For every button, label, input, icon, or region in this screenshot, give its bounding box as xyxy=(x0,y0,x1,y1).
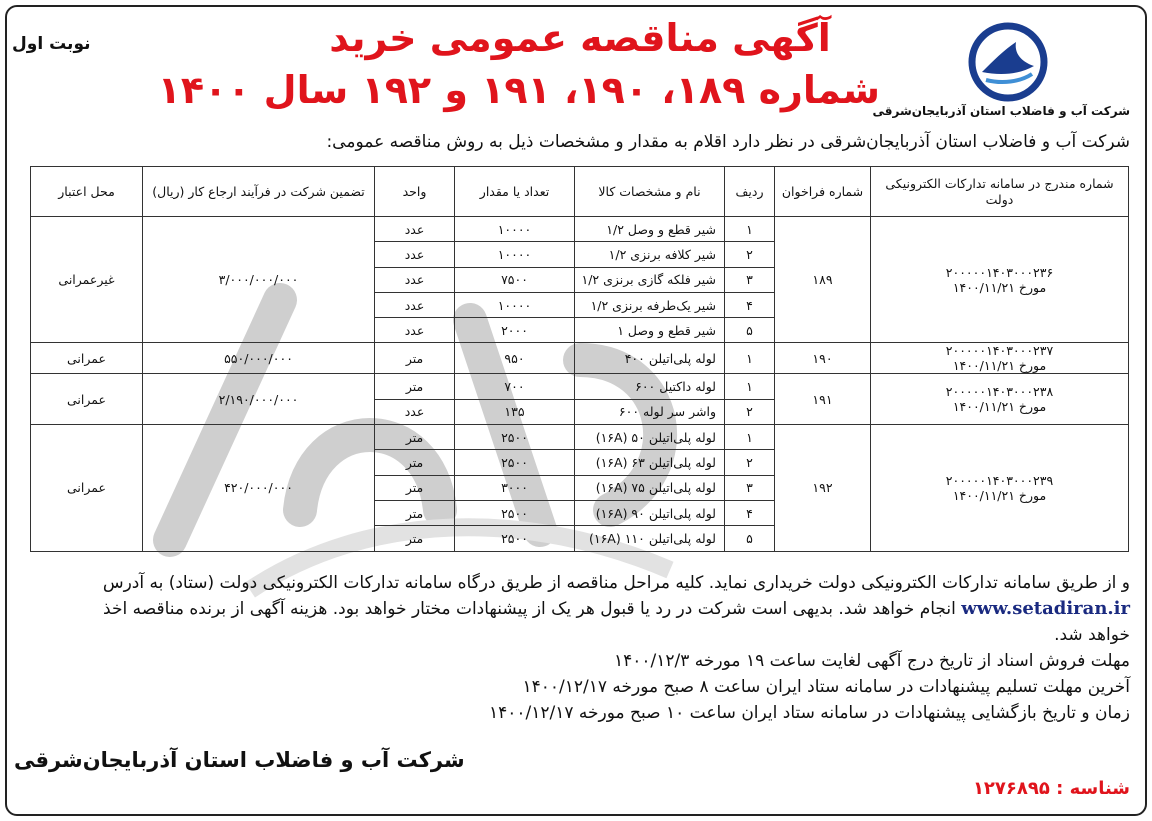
call-number-cell: ۱۹۱ xyxy=(775,374,871,425)
call-number-cell: ۱۸۹ xyxy=(775,217,871,343)
unit-cell: عدد xyxy=(375,242,455,267)
row-number-cell: ۴ xyxy=(725,500,775,525)
qty-cell: ۲۵۰۰ xyxy=(455,526,575,551)
terms-line-3: خواهد شد. xyxy=(1054,625,1130,645)
call-number-cell: ۱۹۲ xyxy=(775,425,871,551)
footer-company: شرکت آب و فاضلاب استان آذربایجان‌شرقی xyxy=(14,748,465,772)
row-number-cell: ۵ xyxy=(725,526,775,551)
qty-cell: ۱۳۵ xyxy=(455,399,575,424)
qty-cell: ۷۰۰ xyxy=(455,374,575,399)
row-number-cell: ۱ xyxy=(725,343,775,374)
item-cell: لوله داکتیل ۶۰۰ xyxy=(575,374,725,399)
row-number-cell: ۱ xyxy=(725,374,775,399)
header-call-number: شماره فراخوان xyxy=(775,167,871,217)
qty-cell: ۱۰۰۰۰ xyxy=(455,217,575,242)
setad-number-cell xyxy=(871,343,1129,374)
unit-cell: متر xyxy=(375,526,455,551)
credit-source-cell: غیرعمرانی xyxy=(31,217,143,343)
company-logo xyxy=(872,22,1130,122)
credit-source-cell: عمرانی xyxy=(31,425,143,551)
setad-date: مورخ ۱۴۰۰/۱۱/۲۱ xyxy=(952,399,1047,415)
setad-number: ۲۰۰۰۰۰۱۴۰۳۰۰۰۲۳۷ xyxy=(945,343,1054,359)
setad-date: مورخ ۱۴۰۰/۱۱/۲۱ xyxy=(952,279,1047,295)
row-number-cell: ۲ xyxy=(725,450,775,475)
guarantee-cell: ۵۵۰/۰۰۰/۰۰۰ xyxy=(143,343,375,374)
setad-date: مورخ ۱۴۰۰/۱۱/۲۱ xyxy=(952,358,1047,374)
setad-number: ۲۰۰۰۰۰۱۴۰۳۰۰۰۲۳۸ xyxy=(945,384,1054,400)
header-setad-number: شماره مندرج در سامانه تدارکات الکترونیکی دولت xyxy=(871,167,1129,217)
round-label: نوبت اول xyxy=(12,34,91,54)
credit-source-cell: عمرانی xyxy=(31,374,143,425)
call-number-cell: ۱۹۰ xyxy=(775,343,871,374)
item-cell: واشر سر لوله ۶۰۰ xyxy=(575,399,725,424)
item-cell: لوله پلی‌اتیلن ۱۱۰ (۱۶A) xyxy=(575,526,725,551)
row-number-cell: ۳ xyxy=(725,267,775,292)
intro-text: شرکت آب و فاضلاب استان آذربایجان‌شرقی در نظر دارد اقلام به مقدار و مشخصات ذیل به روش مناقصه عمومی: xyxy=(326,132,1130,152)
unit-cell: متر xyxy=(375,343,455,374)
row-number-cell: ۳ xyxy=(725,475,775,500)
unit-cell: متر xyxy=(375,475,455,500)
deadline-bids: آخرین مهلت تسلیم پیشنهادات در سامانه ستاد ایران ساعت ۸ صبح مورخه ۱۴۰۰/۱۲/۱۷ xyxy=(522,677,1130,697)
terms-line-1: و از طریق سامانه تدارکات الکترونیکی دولت خریداری نماید. کلیه مراحل مناقصه از طریق درگاه سامانه تدارکات الکترونیکی دولت (ستاد) به آدرس xyxy=(102,573,1130,593)
credit-source-cell: عمرانی xyxy=(31,343,143,374)
item-cell: شیر یک‌طرفه برنزی ۱/۲ xyxy=(575,292,725,317)
logo-caption: شرکت آب و فاضلاب استان آذربایجان‌شرقی xyxy=(872,104,1130,118)
table-body xyxy=(31,217,1129,552)
unit-cell: متر xyxy=(375,374,455,399)
table-row xyxy=(31,374,1129,399)
unit-cell: متر xyxy=(375,450,455,475)
setad-number-cell xyxy=(871,425,1129,551)
terms-text xyxy=(20,570,1130,726)
title-line-2: شماره ۱۸۹، ۱۹۰، ۱۹۱ و ۱۹۲ سال ۱۴۰۰ xyxy=(157,68,880,112)
unit-cell: عدد xyxy=(375,399,455,424)
guarantee-cell: ۴۲۰/۰۰۰/۰۰۰ xyxy=(143,425,375,551)
qty-cell: ۱۰۰۰۰ xyxy=(455,292,575,317)
guarantee-cell: ۲/۱۹۰/۰۰۰/۰۰۰ xyxy=(143,374,375,425)
item-cell: شیر فلکه گازی برنزی ۱/۲ xyxy=(575,267,725,292)
header-row: ردیف xyxy=(725,167,775,217)
table-row xyxy=(31,343,1129,374)
terms-line-2 xyxy=(20,596,1130,622)
row-number-cell: ۱ xyxy=(725,425,775,450)
setad-number: ۲۰۰۰۰۰۱۴۰۳۰۰۰۲۳۶ xyxy=(945,264,1054,280)
table-row xyxy=(31,217,1129,242)
qty-cell: ۲۵۰۰ xyxy=(455,425,575,450)
table-header-row xyxy=(31,167,1129,217)
item-cell: لوله پلی‌اتیلن ۵۰ (۱۶A) xyxy=(575,425,725,450)
unit-cell: عدد xyxy=(375,318,455,343)
header-guarantee: تضمین شرکت در فرآیند ارجاع کار (ریال) xyxy=(143,167,375,217)
header-unit: واحد xyxy=(375,167,455,217)
table-row xyxy=(31,425,1129,450)
unit-cell: عدد xyxy=(375,217,455,242)
unit-cell: متر xyxy=(375,425,455,450)
row-number-cell: ۵ xyxy=(725,318,775,343)
qty-cell: ۲۵۰۰ xyxy=(455,450,575,475)
unit-cell: عدد xyxy=(375,292,455,317)
setad-number: ۲۰۰۰۰۰۱۴۰۳۰۰۰۲۳۹ xyxy=(945,472,1054,488)
item-cell: لوله پلی‌اتیلن ۷۵ (۱۶A) xyxy=(575,475,725,500)
setad-number-cell xyxy=(871,217,1129,343)
item-cell: لوله پلی‌اتیلن ۴۰۰ xyxy=(575,343,725,374)
items-table xyxy=(30,166,1129,552)
item-cell: شیر قطع و وصل ۱/۲ xyxy=(575,217,725,242)
item-cell: شیر کلافه برنزی ۱/۲ xyxy=(575,242,725,267)
website-link[interactable]: www.setadiran.ir xyxy=(961,598,1130,619)
row-number-cell: ۲ xyxy=(725,242,775,267)
water-drop-logo-icon xyxy=(968,22,1048,102)
qty-cell: ۳۰۰۰ xyxy=(455,475,575,500)
header-qty: تعداد یا مقدار xyxy=(455,167,575,217)
row-number-cell: ۴ xyxy=(725,292,775,317)
bid-opening: زمان و تاریخ بازگشایی پیشنهادات در سامانه ستاد ایران ساعت ۱۰ صبح مورخه ۱۴۰۰/۱۲/۱۷ xyxy=(488,703,1130,723)
qty-cell: ۲۵۰۰ xyxy=(455,500,575,525)
terms-line-2-text: انجام خواهد شد. بدیهی است شرکت در رد یا قبول هر یک از پیشنهادات مختار خواهد بود. هزینه آگهی از برنده مناقصه اخذ xyxy=(103,599,956,619)
setad-number-cell xyxy=(871,374,1129,425)
header xyxy=(0,8,1152,128)
header-credit-source: محل اعتبار xyxy=(31,167,143,217)
setad-date: مورخ ۱۴۰۰/۱۱/۲۱ xyxy=(952,487,1047,503)
row-number-cell: ۲ xyxy=(725,399,775,424)
qty-cell: ۱۰۰۰۰ xyxy=(455,242,575,267)
header-item: نام و مشخصات کالا xyxy=(575,167,725,217)
item-cell: لوله پلی‌اتیلن ۶۳ (۱۶A) xyxy=(575,450,725,475)
footer-id: شناسه : ۱۲۷۶۸۹۵ xyxy=(972,778,1130,799)
item-cell: لوله پلی‌اتیلن ۹۰ (۱۶A) xyxy=(575,500,725,525)
item-cell: شیر قطع و وصل ۱ xyxy=(575,318,725,343)
qty-cell: ۷۵۰۰ xyxy=(455,267,575,292)
qty-cell: ۹۵۰ xyxy=(455,343,575,374)
qty-cell: ۲۰۰۰ xyxy=(455,318,575,343)
deadline-docs: مهلت فروش اسناد از تاریخ درج آگهی لغایت ساعت ۱۹ مورخه ۱۴۰۰/۱۲/۳ xyxy=(614,651,1130,671)
unit-cell: متر xyxy=(375,500,455,525)
guarantee-cell: ۳/۰۰۰/۰۰۰/۰۰۰ xyxy=(143,217,375,343)
title-line-1: آگهی مناقصه عمومی خرید xyxy=(329,16,831,60)
unit-cell: عدد xyxy=(375,267,455,292)
row-number-cell: ۱ xyxy=(725,217,775,242)
